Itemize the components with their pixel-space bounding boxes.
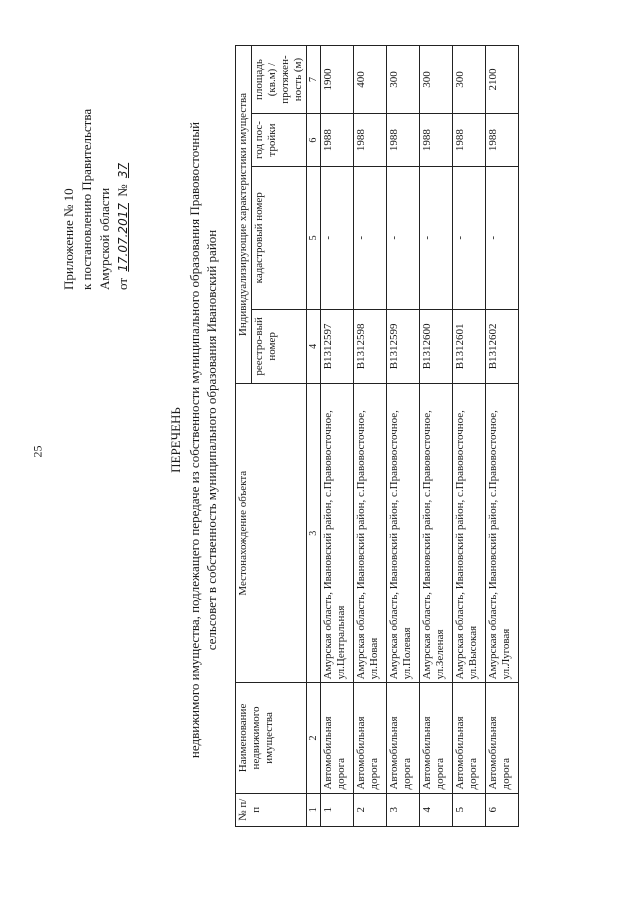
appendix-block	[60, 109, 132, 290]
appendix-line-3: Амурской области	[97, 187, 112, 290]
row-registry: В1312598	[354, 309, 387, 384]
row-area: 300	[453, 46, 486, 114]
row-cadastral: -	[420, 167, 453, 310]
header-cadastral: кадастровый номер	[252, 167, 307, 310]
row-year: 1988	[321, 114, 354, 167]
column-number: 7	[307, 46, 321, 114]
row-cadastral: -	[321, 167, 354, 310]
column-number: 1	[307, 793, 321, 826]
row-year: 1988	[387, 114, 420, 167]
row-num: 3	[387, 793, 420, 826]
row-location: Амурская область, Ивановский район, с.Правовосточное, ул.Центральная	[321, 384, 354, 683]
row-registry: В1312597	[321, 309, 354, 384]
column-number: 4	[307, 309, 321, 384]
number-prefix: №	[115, 184, 130, 197]
column-number: 2	[307, 683, 321, 793]
row-location: Амурская область, Ивановский район, с.Правовосточное, ул.Высокая	[453, 384, 486, 683]
row-name: Автомобильная дорога	[387, 683, 420, 793]
property-table	[235, 45, 519, 827]
document-content	[55, 45, 575, 835]
header-year: год пос-тройки	[252, 114, 307, 167]
row-name: Автомобильная дорога	[420, 683, 453, 793]
row-area: 400	[354, 46, 387, 114]
column-number: 6	[307, 114, 321, 167]
row-area: 300	[387, 46, 420, 114]
document-title	[167, 45, 220, 835]
row-cadastral: -	[486, 167, 519, 310]
row-num: 1	[321, 793, 354, 826]
row-location: Амурская область, Ивановский район, с.Правовосточное, ул.Луговая	[486, 384, 519, 683]
title-line-1: недвижимого имущества, подлежащего передаче из собственности муниципального образования Правовосточный	[187, 121, 202, 759]
header-registry: реестро-вый номер	[252, 309, 307, 384]
table-row	[321, 46, 354, 827]
row-year: 1988	[420, 114, 453, 167]
row-name: Автомобильная дорога	[321, 683, 354, 793]
date-prefix: от	[115, 277, 130, 290]
column-number: 3	[307, 384, 321, 683]
row-name: Автомобильная дорога	[486, 683, 519, 793]
title-heading: ПЕРЕЧЕНЬ	[168, 407, 183, 473]
table-row	[486, 46, 519, 827]
appendix-date-line	[114, 109, 132, 290]
appendix-line-2: к постановлению Правительства	[79, 108, 94, 290]
header-row-1	[236, 46, 252, 827]
header-name: Наименование недвижимого имущества	[236, 683, 307, 793]
header-num: № п/п	[236, 793, 307, 826]
row-area: 1900	[321, 46, 354, 114]
row-name: Автомобильная дорога	[354, 683, 387, 793]
appendix-line-1: Приложение № 10	[61, 188, 76, 290]
title-line-2: сельсовет в собственность муниципального образования Ивановский район	[204, 229, 219, 651]
row-num: 5	[453, 793, 486, 826]
table-row	[420, 46, 453, 827]
row-name: Автомобильная дорога	[453, 683, 486, 793]
row-registry: В1312602	[486, 309, 519, 384]
row-registry: В1312600	[420, 309, 453, 384]
row-cadastral: -	[387, 167, 420, 310]
row-cadastral: -	[453, 167, 486, 310]
handwritten-number: 37	[116, 162, 130, 179]
row-location: Амурская область, Ивановский район, с.Правовосточное, ул.Новая	[354, 384, 387, 683]
page-number: 25	[30, 445, 45, 458]
table-row	[354, 46, 387, 827]
row-location: Амурская область, Ивановский район, с.Правовосточное, ул.Полевая	[387, 384, 420, 683]
row-registry: В1312599	[387, 309, 420, 384]
row-location: Амурская область, Ивановский район, с.Правовосточное, ул.Зеленая	[420, 384, 453, 683]
row-num: 6	[486, 793, 519, 826]
row-area: 2100	[486, 46, 519, 114]
column-number: 5	[307, 167, 321, 310]
row-year: 1988	[486, 114, 519, 167]
header-area: площадь (кв.м) / протяжен-ность (м)	[252, 46, 307, 114]
table-row	[387, 46, 420, 827]
handwritten-date: 17.07.2017	[116, 203, 130, 272]
row-year: 1988	[354, 114, 387, 167]
header-location: Местонахождение объекта	[236, 384, 307, 683]
header-group: Индивидуализирующие характеристики имущества	[236, 46, 252, 384]
row-num: 4	[420, 793, 453, 826]
row-area: 300	[420, 46, 453, 114]
column-number-row	[307, 46, 321, 827]
row-registry: В1312601	[453, 309, 486, 384]
row-year: 1988	[453, 114, 486, 167]
row-cadastral: -	[354, 167, 387, 310]
row-num: 2	[354, 793, 387, 826]
table-row	[453, 46, 486, 827]
